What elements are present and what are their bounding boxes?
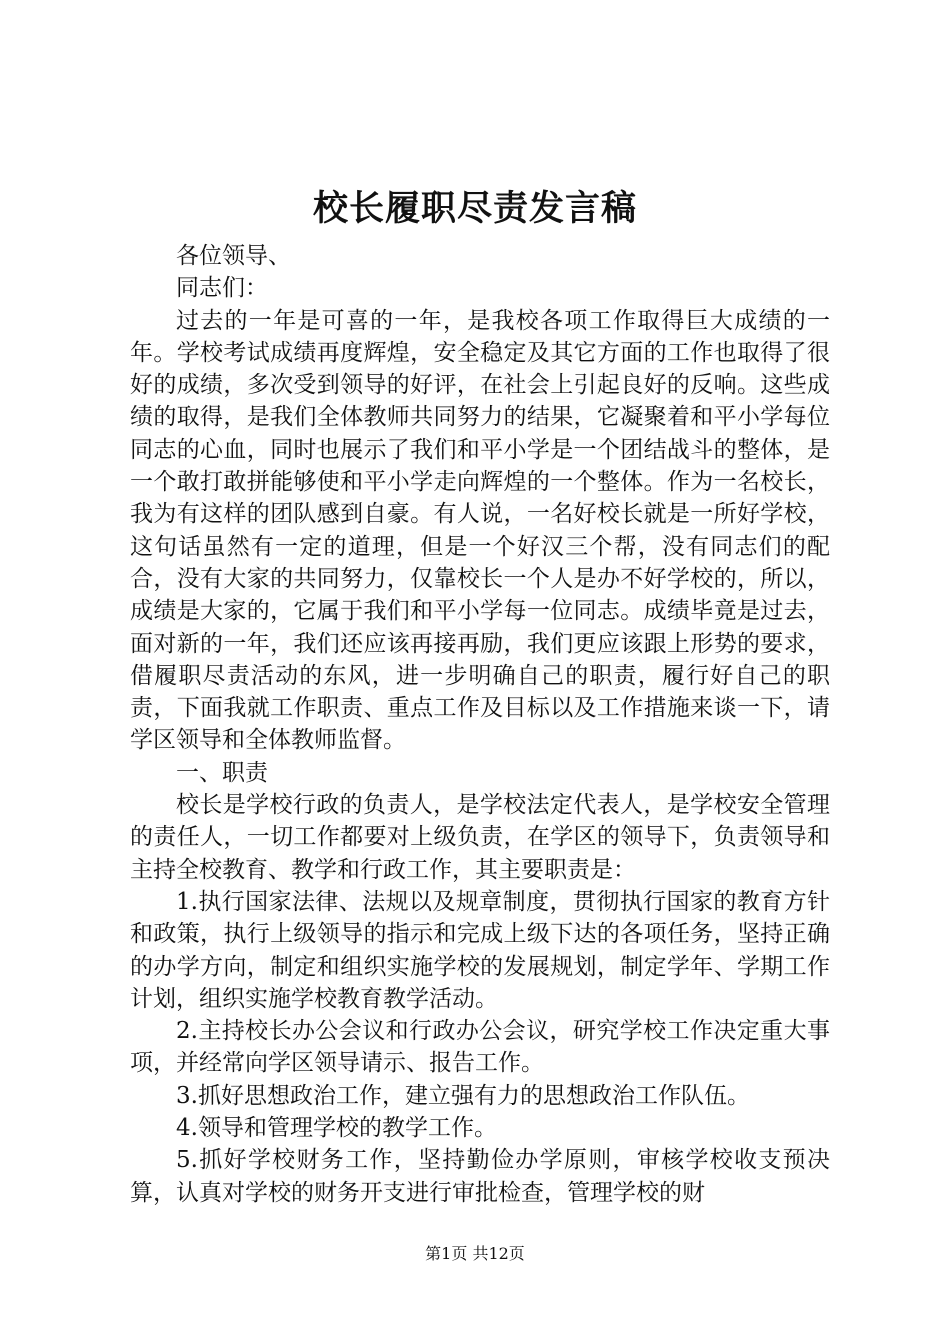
duty-item-5: 5.抓好学校财务工作，坚持勤俭办学原则，审核学校收支预决算，认真对学校的财务开支进行审批检查，管理学校的财	[130, 1147, 830, 1206]
section-heading-duties: 一、职责	[176, 759, 268, 786]
duty-item-2: 2.主持校长办公会议和行政办公会议，研究学校工作决定重大事项，并经常向学区领导请示、报告工作。	[130, 1018, 830, 1077]
document-title: 校长履职尽责发言稿	[312, 188, 637, 229]
salutation-line-2: 同志们：	[176, 275, 268, 302]
duty-item-4: 4.领导和管理学校的教学工作。	[176, 1115, 497, 1142]
salutation-line-1: 各位领导、	[176, 243, 291, 269]
document-body	[130, 240, 830, 1209]
duty-item-3: 3.抓好思想政治工作，建立强有力的思想政治工作队伍。	[176, 1082, 750, 1109]
intro-paragraph: 过去的一年是可喜的一年，是我校各项工作取得巨大成绩的一年。学校考试成绩再度辉煌，安全稳定及其它方面的工作也取得了很好的成绩，多次受到领导的好评，在社会上引起良好的反响。这些成绩的取得，是我们全体教师共同努力的结果，它凝聚着和平小学每位同志的心血，同时也展示了我们和平小学是一个团结战斗的整体，是一个敢打敢拼能够使和平小学走向辉煌的一个整体。作为一名校长，我为有这样的团队感到自豪。有人说，一名好校长就是一所好学校，这句话虽然有一定的道理，但是一个好汉三个帮，没有同志们的配合，没有大家的共同努力，仅靠校长一个人是办不好学校的，所以，成绩是大家的，它属于我们和平小学每一位同志。成绩毕竟是过去，面对新的一年，我们还应该再接再励，我们更应该跟上形势的要求，借履职尽责活动的东风，进一步明确自己的职责，履行好自己的职责，下面我就工作职责、重点工作及目标以及工作措施来谈一下，请学区领导和全体教师监督。	[130, 307, 830, 754]
duties-paragraph: 校长是学校行政的负责人，是学校法定代表人，是学校安全管理的责任人，一切工作都要对上级负责，在学区的领导下，负责领导和主持全校教育、教学和行政工作，其主要职责是：	[130, 792, 830, 883]
duty-item-1: 1.执行国家法律、法规以及规章制度，贯彻执行国家的教育方针和政策，执行上级领导的指示和完成上级下达的各项任务，坚持正确的办学方向，制定和组织实施学校的发展规划，制定学年、学期工作计划，组织实施学校教育教学活动。	[130, 888, 830, 1012]
page-footer: 第1页 共12页	[425, 1244, 525, 1263]
